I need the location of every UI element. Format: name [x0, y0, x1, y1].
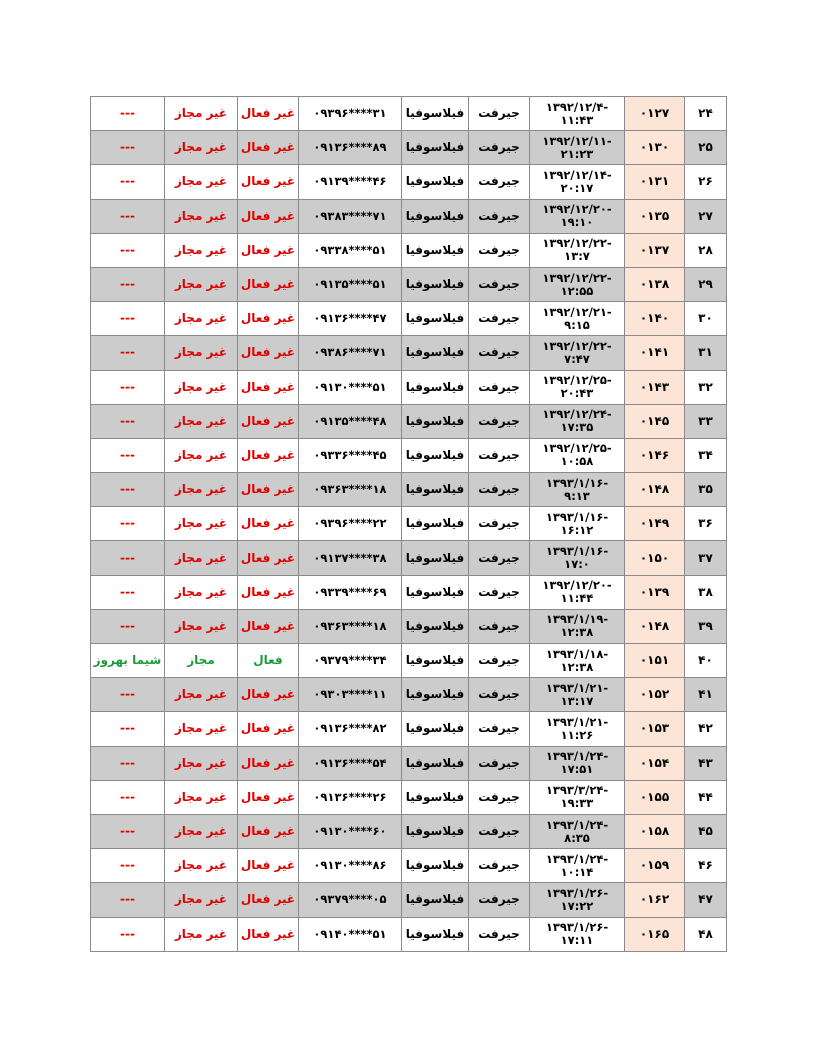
cell-city: جیرفت [469, 712, 530, 746]
cell-status: غیر مجاز [165, 780, 238, 814]
cell-status: غیر مجاز [165, 746, 238, 780]
cell-datetime: ۱۳۹۳/۱/۲۴- ۱۷:۵۱ [530, 746, 625, 780]
cell-row: ۲۹ [685, 267, 727, 301]
cell-code: ۰۱۴۰ [625, 302, 685, 336]
cell-phone: ۰۹۱۳۶****۸۲ [299, 712, 402, 746]
cell-city: جیرفت [469, 199, 530, 233]
cell-user: --- [91, 165, 165, 199]
cell-code: ۰۱۲۷ [625, 97, 685, 131]
cell-datetime: ۱۳۹۲/۱۲/۲۲- ۷:۴۷ [530, 336, 625, 370]
cell-city: جیرفت [469, 97, 530, 131]
cell-code: ۰۱۴۸ [625, 473, 685, 507]
cell-major: فیلاسوفیا [402, 712, 469, 746]
cell-status: غیر مجاز [165, 609, 238, 643]
cell-user: --- [91, 131, 165, 165]
table-row [91, 336, 727, 370]
cell-row: ۴۳ [685, 746, 727, 780]
table-row [91, 404, 727, 438]
cell-user: --- [91, 575, 165, 609]
cell-status: غیر مجاز [165, 712, 238, 746]
cell-code: ۰۱۵۱ [625, 644, 685, 678]
cell-activity: غیر فعال [238, 609, 299, 643]
cell-activity: غیر فعال [238, 712, 299, 746]
cell-city: جیرفت [469, 302, 530, 336]
cell-datetime: ۱۳۹۳/۱/۲۱- ۱۳:۱۷ [530, 678, 625, 712]
cell-city: جیرفت [469, 678, 530, 712]
cell-row: ۲۵ [685, 131, 727, 165]
cell-city: جیرفت [469, 575, 530, 609]
cell-code: ۰۱۳۵ [625, 199, 685, 233]
table-row [91, 97, 727, 131]
cell-row: ۳۵ [685, 473, 727, 507]
cell-major: فیلاسوفیا [402, 609, 469, 643]
cell-row: ۴۷ [685, 883, 727, 917]
cell-user: --- [91, 678, 165, 712]
cell-code: ۰۱۵۲ [625, 678, 685, 712]
cell-activity: غیر فعال [238, 404, 299, 438]
cell-major: فیلاسوفیا [402, 917, 469, 951]
cell-row: ۴۲ [685, 712, 727, 746]
cell-row: ۳۴ [685, 438, 727, 472]
cell-major: فیلاسوفیا [402, 336, 469, 370]
cell-city: جیرفت [469, 541, 530, 575]
cell-row: ۳۶ [685, 507, 727, 541]
table-row [91, 883, 727, 917]
cell-major: فیلاسوفیا [402, 131, 469, 165]
cell-activity: غیر فعال [238, 131, 299, 165]
table-row [91, 267, 727, 301]
cell-datetime: ۱۳۹۲/۱۲/۲۵- ۱۰:۵۸ [530, 438, 625, 472]
cell-phone: ۰۹۳۹۶****۳۱ [299, 97, 402, 131]
cell-city: جیرفت [469, 438, 530, 472]
table-row [91, 712, 727, 746]
cell-activity: غیر فعال [238, 199, 299, 233]
cell-row: ۳۷ [685, 541, 727, 575]
cell-phone: ۰۹۱۳۰****۸۶ [299, 849, 402, 883]
cell-major: فیلاسوفیا [402, 849, 469, 883]
cell-phone: ۰۹۱۳۶****۸۹ [299, 131, 402, 165]
cell-phone: ۰۹۳۹۶****۲۲ [299, 507, 402, 541]
cell-status: غیر مجاز [165, 97, 238, 131]
cell-major: فیلاسوفیا [402, 370, 469, 404]
cell-activity: غیر فعال [238, 473, 299, 507]
cell-row: ۴۱ [685, 678, 727, 712]
cell-row: ۲۷ [685, 199, 727, 233]
cell-phone: ۰۹۱۳۵****۵۱ [299, 267, 402, 301]
cell-user: --- [91, 473, 165, 507]
cell-user: --- [91, 849, 165, 883]
cell-code: ۰۱۵۵ [625, 780, 685, 814]
cell-code: ۰۱۴۸ [625, 609, 685, 643]
cell-code: ۰۱۵۰ [625, 541, 685, 575]
cell-status: مجاز [165, 644, 238, 678]
cell-datetime: ۱۳۹۳/۳/۲۴- ۱۹:۳۳ [530, 780, 625, 814]
cell-status: غیر مجاز [165, 302, 238, 336]
table-row [91, 609, 727, 643]
cell-datetime: ۱۳۹۳/۱/۲۶- ۱۷:۲۲ [530, 883, 625, 917]
cell-user: --- [91, 404, 165, 438]
cell-activity: غیر فعال [238, 97, 299, 131]
cell-activity: غیر فعال [238, 507, 299, 541]
table-row [91, 575, 727, 609]
cell-major: فیلاسوفیا [402, 780, 469, 814]
cell-activity: غیر فعال [238, 575, 299, 609]
cell-code: ۰۱۵۳ [625, 712, 685, 746]
cell-status: غیر مجاز [165, 575, 238, 609]
cell-major: فیلاسوفیا [402, 199, 469, 233]
cell-datetime: ۱۳۹۲/۱۲/۴- ۱۱:۴۳ [530, 97, 625, 131]
cell-user: --- [91, 438, 165, 472]
cell-datetime: ۱۳۹۲/۱۲/۲۴- ۱۷:۳۵ [530, 404, 625, 438]
cell-row: ۴۵ [685, 814, 727, 848]
cell-user: --- [91, 507, 165, 541]
cell-code: ۰۱۵۹ [625, 849, 685, 883]
cell-code: ۰۱۳۱ [625, 165, 685, 199]
cell-status: غیر مجاز [165, 814, 238, 848]
cell-phone: ۰۹۱۳۶****۵۴ [299, 746, 402, 780]
cell-city: جیرفت [469, 336, 530, 370]
cell-user: --- [91, 233, 165, 267]
cell-user: --- [91, 883, 165, 917]
cell-major: فیلاسوفیا [402, 541, 469, 575]
cell-phone: ۰۹۳۷۹****۰۵ [299, 883, 402, 917]
cell-status: غیر مجاز [165, 404, 238, 438]
cell-activity: غیر فعال [238, 438, 299, 472]
cell-row: ۳۲ [685, 370, 727, 404]
cell-datetime: ۱۳۹۳/۱/۲۴- ۱۰:۱۴ [530, 849, 625, 883]
table-row [91, 507, 727, 541]
cell-datetime: ۱۳۹۳/۱/۱۶- ۱۷:۰ [530, 541, 625, 575]
cell-status: غیر مجاز [165, 678, 238, 712]
cell-activity: فعال [238, 644, 299, 678]
table-row [91, 814, 727, 848]
cell-status: غیر مجاز [165, 507, 238, 541]
cell-major: فیلاسوفیا [402, 644, 469, 678]
cell-user: --- [91, 302, 165, 336]
cell-user: --- [91, 541, 165, 575]
cell-activity: غیر فعال [238, 849, 299, 883]
cell-activity: غیر فعال [238, 746, 299, 780]
table-row [91, 370, 727, 404]
cell-code: ۰۱۴۶ [625, 438, 685, 472]
cell-code: ۰۱۴۳ [625, 370, 685, 404]
cell-major: فیلاسوفیا [402, 267, 469, 301]
cell-activity: غیر فعال [238, 814, 299, 848]
cell-phone: ۰۹۳۳۶****۴۵ [299, 438, 402, 472]
cell-code: ۰۱۳۰ [625, 131, 685, 165]
cell-activity: غیر فعال [238, 370, 299, 404]
table-row [91, 541, 727, 575]
cell-phone: ۰۹۱۳۷****۳۸ [299, 541, 402, 575]
cell-user: --- [91, 370, 165, 404]
cell-status: غیر مجاز [165, 883, 238, 917]
cell-code: ۰۱۶۵ [625, 917, 685, 951]
cell-phone: ۰۹۳۶۳****۱۸ [299, 609, 402, 643]
cell-city: جیرفت [469, 404, 530, 438]
cell-activity: غیر فعال [238, 336, 299, 370]
cell-city: جیرفت [469, 267, 530, 301]
table-row [91, 199, 727, 233]
cell-major: فیلاسوفیا [402, 507, 469, 541]
cell-row: ۴۸ [685, 917, 727, 951]
cell-status: غیر مجاز [165, 336, 238, 370]
cell-activity: غیر فعال [238, 302, 299, 336]
cell-datetime: ۱۳۹۳/۱/۱۹- ۱۲:۳۸ [530, 609, 625, 643]
cell-phone: ۰۹۱۳۶****۴۷ [299, 302, 402, 336]
cell-code: ۰۱۳۹ [625, 575, 685, 609]
cell-city: جیرفت [469, 780, 530, 814]
cell-row: ۳۱ [685, 336, 727, 370]
cell-user: --- [91, 267, 165, 301]
cell-phone: ۰۹۳۸۳****۷۱ [299, 199, 402, 233]
table-row [91, 233, 727, 267]
cell-datetime: ۱۳۹۳/۱/۲۱- ۱۱:۲۶ [530, 712, 625, 746]
cell-row: ۴۶ [685, 849, 727, 883]
cell-major: فیلاسوفیا [402, 473, 469, 507]
cell-city: جیرفت [469, 609, 530, 643]
cell-datetime: ۱۳۹۳/۱/۲۶- ۱۷:۱۱ [530, 917, 625, 951]
cell-datetime: ۱۳۹۲/۱۲/۲۲- ۱۲:۵۵ [530, 267, 625, 301]
table-row [91, 678, 727, 712]
cell-status: غیر مجاز [165, 473, 238, 507]
cell-phone: ۰۹۱۳۶****۲۶ [299, 780, 402, 814]
cell-activity: غیر فعال [238, 233, 299, 267]
cell-major: فیلاسوفیا [402, 883, 469, 917]
cell-phone: ۰۹۱۴۰****۵۱ [299, 917, 402, 951]
cell-status: غیر مجاز [165, 131, 238, 165]
table-row [91, 849, 727, 883]
cell-city: جیرفت [469, 644, 530, 678]
cell-major: فیلاسوفیا [402, 678, 469, 712]
table-row [91, 165, 727, 199]
cell-datetime: ۱۳۹۲/۱۲/۲۵- ۲۰:۴۳ [530, 370, 625, 404]
cell-code: ۰۱۳۷ [625, 233, 685, 267]
cell-datetime: ۱۳۹۲/۱۲/۱۱- ۲۱:۲۳ [530, 131, 625, 165]
table-row [91, 438, 727, 472]
cell-city: جیرفت [469, 917, 530, 951]
cell-activity: غیر فعال [238, 678, 299, 712]
cell-code: ۰۱۴۵ [625, 404, 685, 438]
cell-datetime: ۱۳۹۳/۱/۱۶- ۱۶:۱۲ [530, 507, 625, 541]
cell-major: فیلاسوفیا [402, 302, 469, 336]
cell-city: جیرفت [469, 165, 530, 199]
cell-code: ۰۱۵۸ [625, 814, 685, 848]
cell-city: جیرفت [469, 507, 530, 541]
cell-city: جیرفت [469, 233, 530, 267]
cell-row: ۲۶ [685, 165, 727, 199]
cell-status: غیر مجاز [165, 267, 238, 301]
cell-phone: ۰۹۳۳۸****۵۱ [299, 233, 402, 267]
cell-major: فیلاسوفیا [402, 233, 469, 267]
cell-datetime: ۱۳۹۲/۱۲/۲۰- ۱۹:۱۰ [530, 199, 625, 233]
cell-row: ۴۰ [685, 644, 727, 678]
cell-phone: ۰۹۱۳۰****۵۱ [299, 370, 402, 404]
cell-status: غیر مجاز [165, 370, 238, 404]
cell-user: --- [91, 336, 165, 370]
cell-activity: غیر فعال [238, 267, 299, 301]
cell-phone: ۰۹۳۶۳****۱۸ [299, 473, 402, 507]
cell-activity: غیر فعال [238, 883, 299, 917]
cell-user: --- [91, 712, 165, 746]
cell-status: غیر مجاز [165, 541, 238, 575]
table-row [91, 644, 727, 678]
cell-row: ۴۴ [685, 780, 727, 814]
table-row [91, 473, 727, 507]
cell-code: ۰۱۴۱ [625, 336, 685, 370]
cell-datetime: ۱۳۹۲/۱۲/۱۴- ۲۰:۱۷ [530, 165, 625, 199]
cell-row: ۳۰ [685, 302, 727, 336]
table-row [91, 780, 727, 814]
cell-activity: غیر فعال [238, 780, 299, 814]
cell-user: --- [91, 97, 165, 131]
cell-major: فیلاسوفیا [402, 404, 469, 438]
cell-code: ۰۱۴۹ [625, 507, 685, 541]
cell-major: فیلاسوفیا [402, 438, 469, 472]
cell-user: --- [91, 746, 165, 780]
cell-status: غیر مجاز [165, 917, 238, 951]
cell-major: فیلاسوفیا [402, 575, 469, 609]
cell-major: فیلاسوفیا [402, 814, 469, 848]
cell-phone: ۰۹۳۷۹****۳۴ [299, 644, 402, 678]
cell-major: فیلاسوفیا [402, 746, 469, 780]
cell-user: --- [91, 814, 165, 848]
cell-status: غیر مجاز [165, 849, 238, 883]
cell-major: فیلاسوفیا [402, 97, 469, 131]
cell-datetime: ۱۳۹۳/۱/۱۶- ۹:۱۳ [530, 473, 625, 507]
cell-user: --- [91, 609, 165, 643]
cell-city: جیرفت [469, 131, 530, 165]
cell-user: --- [91, 199, 165, 233]
registration-table [90, 96, 727, 952]
cell-user: شیما بهروز [91, 644, 165, 678]
cell-phone: ۰۹۳۰۳****۱۱ [299, 678, 402, 712]
cell-phone: ۰۹۱۳۰****۶۰ [299, 814, 402, 848]
cell-phone: ۰۹۳۳۹****۶۹ [299, 575, 402, 609]
cell-city: جیرفت [469, 814, 530, 848]
cell-city: جیرفت [469, 746, 530, 780]
cell-datetime: ۱۳۹۲/۱۲/۲۰- ۱۱:۴۴ [530, 575, 625, 609]
cell-user: --- [91, 917, 165, 951]
cell-activity: غیر فعال [238, 541, 299, 575]
cell-major: فیلاسوفیا [402, 165, 469, 199]
cell-status: غیر مجاز [165, 165, 238, 199]
cell-activity: غیر فعال [238, 917, 299, 951]
table-row [91, 131, 727, 165]
cell-row: ۲۴ [685, 97, 727, 131]
cell-city: جیرفت [469, 473, 530, 507]
cell-phone: ۰۹۱۳۵****۴۸ [299, 404, 402, 438]
cell-status: غیر مجاز [165, 233, 238, 267]
cell-city: جیرفت [469, 849, 530, 883]
cell-city: جیرفت [469, 370, 530, 404]
cell-datetime: ۱۳۹۳/۱/۲۴- ۸:۳۵ [530, 814, 625, 848]
cell-row: ۳۸ [685, 575, 727, 609]
cell-datetime: ۱۳۹۲/۱۲/۲۱- ۹:۱۵ [530, 302, 625, 336]
cell-status: غیر مجاز [165, 199, 238, 233]
cell-status: غیر مجاز [165, 438, 238, 472]
cell-city: جیرفت [469, 883, 530, 917]
cell-datetime: ۱۳۹۲/۱۲/۲۲- ۱۳:۷ [530, 233, 625, 267]
table-row [91, 917, 727, 951]
cell-user: --- [91, 780, 165, 814]
cell-row: ۳۹ [685, 609, 727, 643]
cell-phone: ۰۹۳۸۶****۷۱ [299, 336, 402, 370]
cell-activity: غیر فعال [238, 165, 299, 199]
cell-row: ۳۳ [685, 404, 727, 438]
cell-row: ۲۸ [685, 233, 727, 267]
cell-datetime: ۱۳۹۳/۱/۱۸- ۱۲:۳۸ [530, 644, 625, 678]
cell-code: ۰۱۶۲ [625, 883, 685, 917]
cell-code: ۰۱۵۴ [625, 746, 685, 780]
table-row [91, 746, 727, 780]
table-row [91, 302, 727, 336]
cell-code: ۰۱۳۸ [625, 267, 685, 301]
cell-phone: ۰۹۱۳۹****۴۶ [299, 165, 402, 199]
